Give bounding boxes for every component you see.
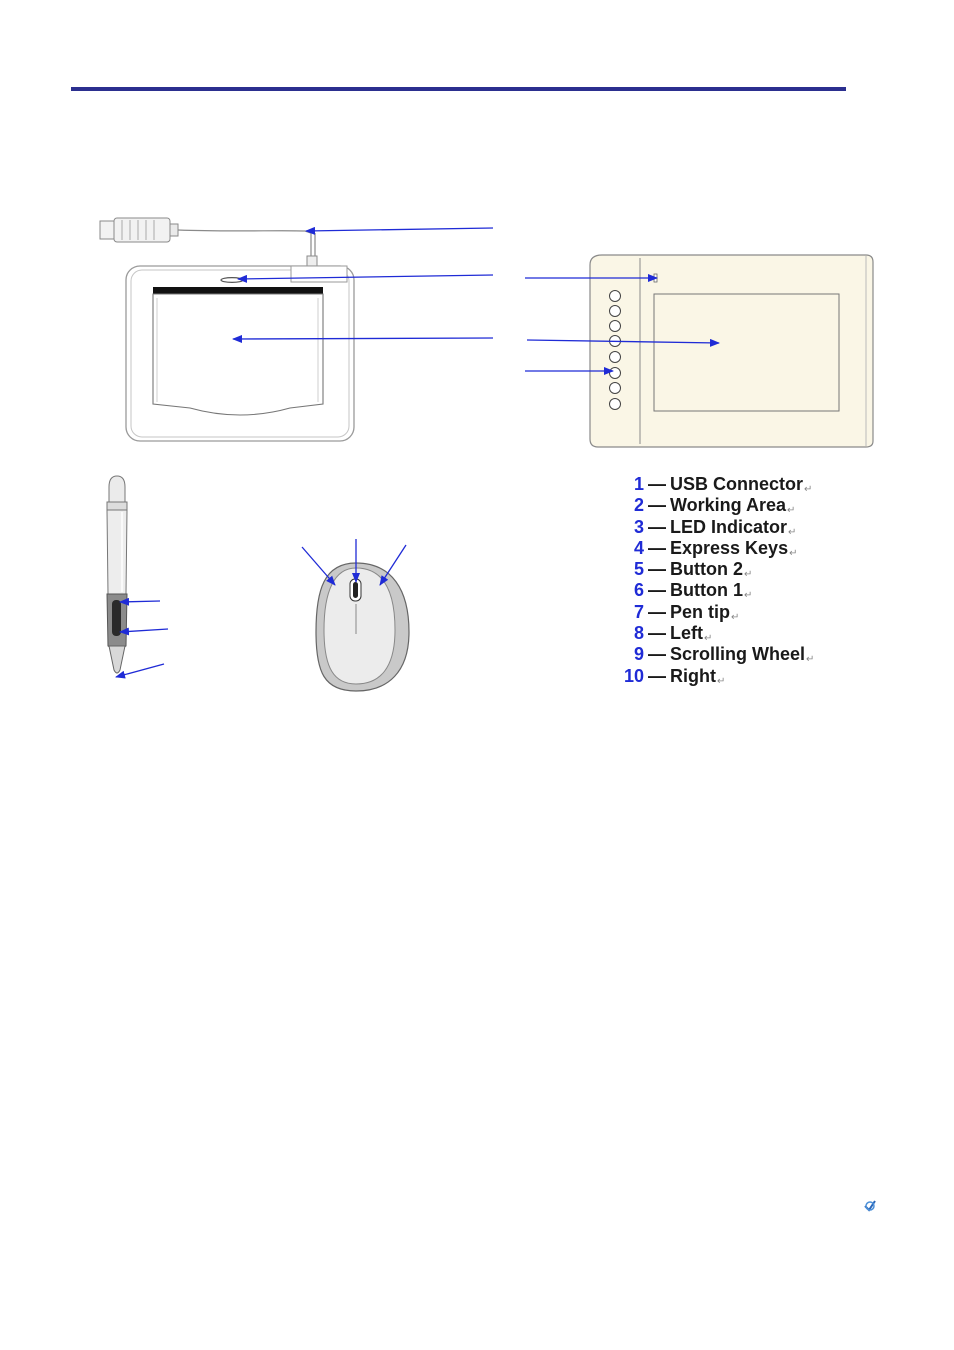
arrow-mouse-left xyxy=(302,547,335,585)
return-mark: ↵ xyxy=(743,569,753,581)
pen-icon xyxy=(107,476,127,673)
wide-tablet-icon xyxy=(590,255,873,447)
return-mark: ↵ xyxy=(804,484,813,495)
legend-item xyxy=(600,602,860,623)
legend-dash: — xyxy=(648,516,666,537)
legend-label: Working Area xyxy=(670,495,787,516)
legend-label: Express Keys xyxy=(670,537,789,558)
legend-dash: — xyxy=(648,644,666,665)
return-mark: ↵ xyxy=(743,590,753,602)
legend-dash: — xyxy=(648,537,666,558)
return-mark: ↵ xyxy=(789,547,798,559)
legend-label: Left xyxy=(670,623,703,644)
legend-dash: — xyxy=(648,474,666,494)
legend-number: 8 xyxy=(633,623,644,644)
legend-number: 10 xyxy=(623,665,644,686)
legend-label: Pen tip xyxy=(670,601,731,622)
arrow-usb-connector xyxy=(306,228,493,231)
corner-glyph-icon xyxy=(862,1197,878,1213)
legend-dash: — xyxy=(648,559,666,580)
legend-number: 3 xyxy=(633,516,644,537)
return-mark: ↵ xyxy=(787,505,796,517)
legend-dash: — xyxy=(648,623,666,644)
legend-number: 6 xyxy=(633,580,644,601)
legend-item xyxy=(600,580,860,601)
legend-item xyxy=(600,559,860,580)
legend-item xyxy=(600,495,860,516)
legend-item xyxy=(600,517,860,538)
legend-number: 4 xyxy=(633,537,644,558)
return-mark: ↵ xyxy=(716,675,726,687)
legend-label: USB Connector xyxy=(670,474,804,494)
legend-item xyxy=(600,538,860,559)
component-legend xyxy=(600,474,860,687)
legend-dash: — xyxy=(648,580,666,601)
return-mark: ↵ xyxy=(704,633,713,645)
legend-number: 5 xyxy=(633,559,644,580)
return-mark: ↵ xyxy=(731,611,740,623)
legend-item xyxy=(600,474,860,495)
legend-label: Right xyxy=(670,665,716,686)
arrow-pen-button-1 xyxy=(120,629,168,632)
legend-item xyxy=(600,666,860,687)
legend-item xyxy=(600,644,860,665)
legend-label: Button 2 xyxy=(670,559,743,580)
legend-label: LED Indicator xyxy=(670,516,788,537)
legend-dash: — xyxy=(648,665,666,686)
small-tablet-icon xyxy=(126,266,354,441)
arrow-pen-tip xyxy=(116,664,164,677)
legend-number: 7 xyxy=(633,601,644,622)
legend-number: 2 xyxy=(633,495,644,516)
legend-item xyxy=(600,623,860,644)
legend-dash: — xyxy=(648,495,666,516)
mouse-icon xyxy=(316,563,409,691)
legend-number: 9 xyxy=(633,644,644,665)
return-mark: ↵ xyxy=(806,654,815,666)
legend-dash: — xyxy=(648,601,666,622)
legend-number: 1 xyxy=(633,474,644,494)
usb-plug-icon xyxy=(100,218,317,266)
return-mark: ↵ xyxy=(788,526,797,538)
legend-label: Button 1 xyxy=(670,580,743,601)
legend-label: Scrolling Wheel xyxy=(670,644,806,665)
